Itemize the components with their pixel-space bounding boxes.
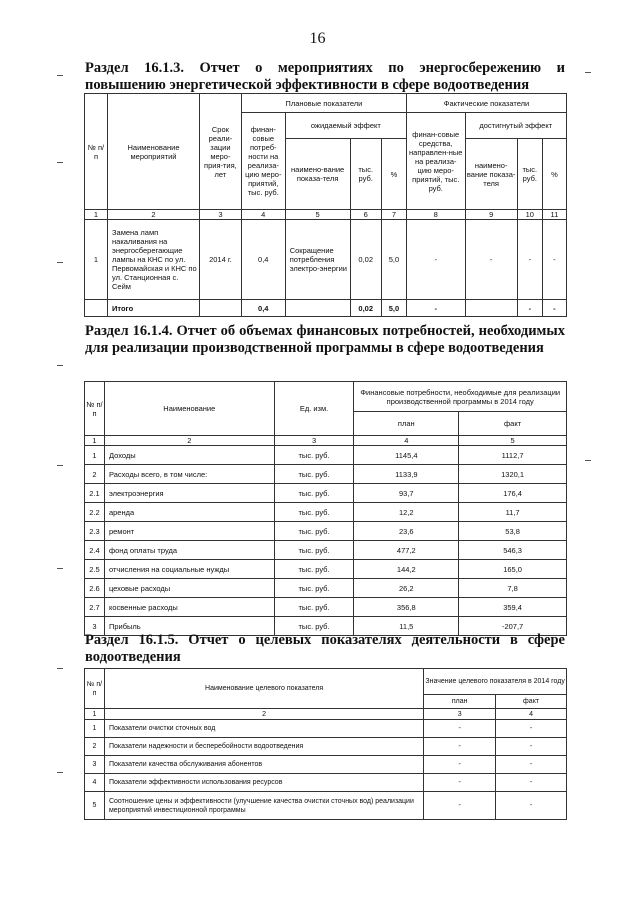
row-fact: 546,3 — [459, 541, 567, 560]
col-number: 3 — [424, 709, 496, 720]
col-number: 5 — [459, 436, 567, 446]
row-eff-name: Сокращение потребления электро-энергии — [285, 220, 350, 300]
total-fact-fin: - — [406, 300, 465, 317]
row-unit: тыс. руб. — [274, 465, 354, 484]
empty-cell — [85, 300, 108, 317]
table-row — [85, 756, 567, 774]
margin-mark — [57, 365, 63, 366]
margin-mark — [57, 772, 63, 773]
row-fact: - — [496, 720, 567, 738]
total-eff-rub: 0,02 — [350, 300, 381, 317]
row-fact: 176,4 — [459, 484, 567, 503]
empty-cell — [285, 300, 350, 317]
total-eff-pct: 5,0 — [381, 300, 406, 317]
row-plan: - — [424, 756, 496, 774]
row-num: 2.6 — [85, 579, 105, 598]
col-header-needs: Финансовые потребности, необходимые для реализации производственной программы в 2014 году — [354, 382, 567, 412]
table-row — [85, 484, 567, 503]
row-plan: - — [424, 774, 496, 792]
empty-cell — [200, 300, 242, 317]
col-header-name: Наименование — [104, 382, 274, 436]
col-header-plan-fin: финан-совые потреб-ности на реализа-цию меро-приятий, тыс. руб. — [241, 113, 285, 210]
row-name: аренда — [104, 503, 274, 522]
col-header-num: № п/п — [85, 382, 105, 436]
margin-mark — [585, 460, 591, 461]
row-fact: 7,8 — [459, 579, 567, 598]
col-number: 5 — [285, 210, 350, 220]
table-row — [85, 579, 567, 598]
col-number: 9 — [465, 210, 517, 220]
col-number: 2 — [108, 210, 200, 220]
col-number: 4 — [354, 436, 459, 446]
row-fact: 53,8 — [459, 522, 567, 541]
row-unit: тыс. руб. — [274, 541, 354, 560]
col-header-eff-rub: тыс. руб. — [350, 139, 381, 210]
row-unit: тыс. руб. — [274, 560, 354, 579]
row-name: Показатели эффективности использования ресурсов — [104, 774, 423, 792]
row-fact: - — [496, 738, 567, 756]
col-number: 1 — [85, 709, 105, 720]
table-row — [85, 720, 567, 738]
col-header-fact-fin: финан-совые средства, направлен-ные на реализа-цию меро-приятий, тыс. руб. — [406, 113, 465, 210]
row-fact: 359,4 — [459, 598, 567, 617]
row-name: электроэнергия — [104, 484, 274, 503]
row-num: 1 — [85, 446, 105, 465]
row-fact-eff-name: - — [465, 220, 517, 300]
col-number: 7 — [381, 210, 406, 220]
row-fact: - — [496, 774, 567, 792]
row-name: Соотношение цены и эффективности (улучшение качества очистки сточных вод) реализации мероприятий инвестиционной программы — [104, 792, 423, 820]
col-number: 10 — [517, 210, 542, 220]
table-row — [85, 465, 567, 484]
row-name: Показатели очистки сточных вод — [104, 720, 423, 738]
col-header-plan: план — [354, 412, 459, 436]
col-header-plan: план — [424, 695, 496, 709]
row-num: 2 — [85, 738, 105, 756]
row-eff-rub: 0,02 — [350, 220, 381, 300]
table-row — [85, 522, 567, 541]
table-row — [85, 792, 567, 820]
row-unit: тыс. руб. — [274, 617, 354, 636]
row-unit: тыс. руб. — [274, 503, 354, 522]
row-fact: 11,7 — [459, 503, 567, 522]
col-header-value: Значение целевого показателя в 2014 году — [424, 669, 567, 695]
col-header-fact-eff-pct: % — [542, 139, 566, 210]
col-number: 3 — [274, 436, 354, 446]
row-plan: 93,7 — [354, 484, 459, 503]
row-plan: 144,2 — [354, 560, 459, 579]
row-name: Доходы — [104, 446, 274, 465]
row-num: 2.3 — [85, 522, 105, 541]
col-header-fact: факт — [496, 695, 567, 709]
row-eff-pct: 5,0 — [381, 220, 406, 300]
col-header-plan-effect: ожидаемый эффект — [285, 113, 406, 139]
col-number: 4 — [496, 709, 567, 720]
row-unit: тыс. руб. — [274, 522, 354, 541]
table-row — [85, 738, 567, 756]
row-plan: 1133,9 — [354, 465, 459, 484]
col-header-fact-eff-name: наимено-вание показа-теля — [465, 139, 517, 210]
row-num: 1 — [85, 220, 108, 300]
row-plan: 26,2 — [354, 579, 459, 598]
row-num: 3 — [85, 756, 105, 774]
row-plan-fin: 0,4 — [241, 220, 285, 300]
row-name: фонд оплаты труда — [104, 541, 274, 560]
row-term: 2014 г. — [200, 220, 242, 300]
row-plan: 356,8 — [354, 598, 459, 617]
target-indicators-table — [84, 668, 567, 820]
col-header-eff-pct: % — [381, 139, 406, 210]
table-row — [85, 774, 567, 792]
margin-mark — [57, 75, 63, 76]
row-plan: 12,2 — [354, 503, 459, 522]
row-fact: - — [496, 756, 567, 774]
col-number: 4 — [241, 210, 285, 220]
row-fact-fin: - — [406, 220, 465, 300]
margin-mark — [57, 568, 63, 569]
row-fact-eff-pct: - — [542, 220, 566, 300]
row-unit: тыс. руб. — [274, 484, 354, 503]
row-num: 2.1 — [85, 484, 105, 503]
col-header-name: Наименование целевого показателя — [104, 669, 423, 709]
row-unit: тыс. руб. — [274, 598, 354, 617]
total-label: Итого — [108, 300, 200, 317]
row-name: косвенные расходы — [104, 598, 274, 617]
row-fact: - — [496, 792, 567, 820]
column-numbers-row — [85, 709, 567, 720]
row-unit: тыс. руб. — [274, 579, 354, 598]
table-row — [85, 560, 567, 579]
row-plan: - — [424, 720, 496, 738]
row-fact-eff-rub: - — [517, 220, 542, 300]
row-name: Замена ламп накаливания на энергосберегающие лампы на КНС по ул. Первомайская и КНС по ул. Станционная с. Сейм — [108, 220, 200, 300]
section-16-1-5-title: Раздел 16.1.5. Отчет о целевых показателях деятельности в сфере водоотведения — [85, 632, 565, 665]
empty-cell — [465, 300, 517, 317]
table-row — [85, 503, 567, 522]
col-number: 1 — [85, 210, 108, 220]
margin-mark — [585, 72, 591, 73]
column-numbers-row — [85, 210, 567, 220]
row-name: отчисления на социальные нужды — [104, 560, 274, 579]
row-name: Прибыль — [104, 617, 274, 636]
row-num: 5 — [85, 792, 105, 820]
page-number: 16 — [309, 30, 326, 47]
col-number: 3 — [200, 210, 242, 220]
col-number: 2 — [104, 436, 274, 446]
section-16-1-3-title: Раздел 16.1.3. Отчет о мероприятиях по энергосбережению и повышению энергетической эффективности в сфере водоотведения — [85, 60, 565, 93]
financial-needs-table — [84, 381, 567, 636]
row-plan: - — [424, 792, 496, 820]
total-fact-eff-rub: - — [517, 300, 542, 317]
row-name: Расходы всего, в том числе: — [104, 465, 274, 484]
row-unit: тыс. руб. — [274, 446, 354, 465]
row-name: Показатели качества обслуживания абонентов — [104, 756, 423, 774]
row-fact: 165,0 — [459, 560, 567, 579]
row-num: 2.7 — [85, 598, 105, 617]
row-num: 1 — [85, 720, 105, 738]
row-num: 2 — [85, 465, 105, 484]
energy-saving-table — [84, 93, 567, 317]
row-fact: 1112,7 — [459, 446, 567, 465]
table-row — [85, 220, 567, 300]
margin-mark — [57, 162, 63, 163]
col-header-fact-group: Фактические показатели — [406, 94, 566, 113]
col-header-plan-group: Плановые показатели — [241, 94, 406, 113]
col-number: 2 — [104, 709, 423, 720]
col-number: 1 — [85, 436, 105, 446]
row-plan: 11,5 — [354, 617, 459, 636]
total-row — [85, 300, 567, 317]
row-num: 4 — [85, 774, 105, 792]
margin-mark — [57, 262, 63, 263]
row-name: ремонт — [104, 522, 274, 541]
table-row — [85, 446, 567, 465]
total-plan-fin: 0,4 — [241, 300, 285, 317]
row-plan: 477,2 — [354, 541, 459, 560]
row-plan: 23,6 — [354, 522, 459, 541]
row-plan: - — [424, 738, 496, 756]
col-header-term: Срок реали-зации меро-прия-тия, лет — [200, 94, 242, 210]
col-number: 6 — [350, 210, 381, 220]
col-header-num: № п/п — [85, 669, 105, 709]
row-num: 2.4 — [85, 541, 105, 560]
row-name: цеховые расходы — [104, 579, 274, 598]
total-fact-eff-pct: - — [542, 300, 566, 317]
row-num: 3 — [85, 617, 105, 636]
row-name: Показатели надежности и бесперебойности водоотведения — [104, 738, 423, 756]
col-number: 11 — [542, 210, 566, 220]
row-fact: 1320,1 — [459, 465, 567, 484]
col-header-eff-name: наимено-вание показа-теля — [285, 139, 350, 210]
row-plan: 1145,4 — [354, 446, 459, 465]
margin-mark — [57, 668, 63, 669]
col-header-unit: Ед. изм. — [274, 382, 354, 436]
column-numbers-row — [85, 436, 567, 446]
col-header-num: № п/п — [85, 94, 108, 210]
table-row — [85, 598, 567, 617]
row-num: 2.5 — [85, 560, 105, 579]
col-header-name: Наименование мероприятий — [108, 94, 200, 210]
row-fact: -207,7 — [459, 617, 567, 636]
col-header-fact-effect: достигнутый эффект — [465, 113, 566, 139]
col-number: 8 — [406, 210, 465, 220]
row-num: 2.2 — [85, 503, 105, 522]
margin-mark — [57, 465, 63, 466]
section-16-1-4-title: Раздел 16.1.4. Отчет об объемах финансовых потребностей, необходимых для реализации производственной программы в сфере водоотведения — [85, 323, 565, 356]
col-header-fact: факт — [459, 412, 567, 436]
col-header-fact-eff-rub: тыс. руб. — [517, 139, 542, 210]
table-row — [85, 541, 567, 560]
